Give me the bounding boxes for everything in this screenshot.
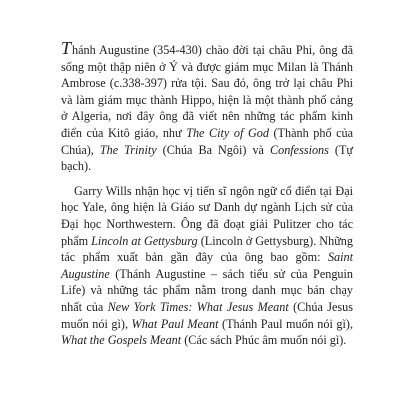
text-run: (Chúa Ba Ngôi) và bbox=[156, 142, 270, 157]
drop-cap: T bbox=[61, 38, 72, 58]
book-title: What Paul Meant bbox=[131, 316, 219, 331]
book-title: The City of God bbox=[186, 125, 269, 140]
book-title: Lincoln at Gettysburg bbox=[91, 233, 198, 248]
text-run: (Thành phố của Chúa), bbox=[61, 125, 354, 157]
book-title: What the Gospels Meant bbox=[61, 333, 182, 348]
book-title: The Trinity bbox=[99, 142, 157, 157]
text-run: (Thánh Augustine – sách tiểu sử của Penguin Life) và những tác phẩm nằm trong danh mục bán chạy nhất của bbox=[61, 266, 353, 314]
book-title: Saint Augustine bbox=[61, 250, 353, 281]
text-run: (Các sách Phúc âm muốn nói gì). bbox=[181, 333, 347, 348]
text-run: Garry Wills nhận học vị tiến sĩ ngôn ngữ cổ điển tại Đại học Yale, ông hiện là Giáo sư Danh dự ngành Lịch sử của Đại học Northwestern. Ông đã đoạt giải Pulitzer cho tác phẩm bbox=[61, 183, 353, 248]
book-title: Confessions bbox=[269, 142, 329, 157]
text-run: (Lincoln ở Gettysburg). Những tác phẩm xuất bản gần đây của ông bao gồm: bbox=[61, 233, 353, 265]
text-run: (Chúa Jesus muốn nói gì), bbox=[61, 299, 353, 331]
text-run: (Tự bạch). bbox=[61, 142, 354, 174]
wills-paragraph bbox=[61, 183, 353, 349]
author-bio bbox=[61, 40, 353, 349]
augustine-paragraph bbox=[61, 40, 353, 175]
text-run: hánh Augustine (354-430) chào đời tại châu Phi, ông đã sống một thập niên ở Ý và được giám mục Milan là Thánh Ambrose (c.338-397) rửa tội. Sau đó, ông trở lại châu Phi và làm giám mục thành Hippo, hiện là một thành phố cảng ở Algeria, nơi đây ông đã viết nên những tác phẩm kinh điển của Kitô giáo, như bbox=[61, 43, 353, 140]
text-run: (Thánh Paul muốn nói gì), bbox=[218, 316, 353, 331]
book-title: New York Times: What Jesus Meant bbox=[107, 299, 289, 314]
